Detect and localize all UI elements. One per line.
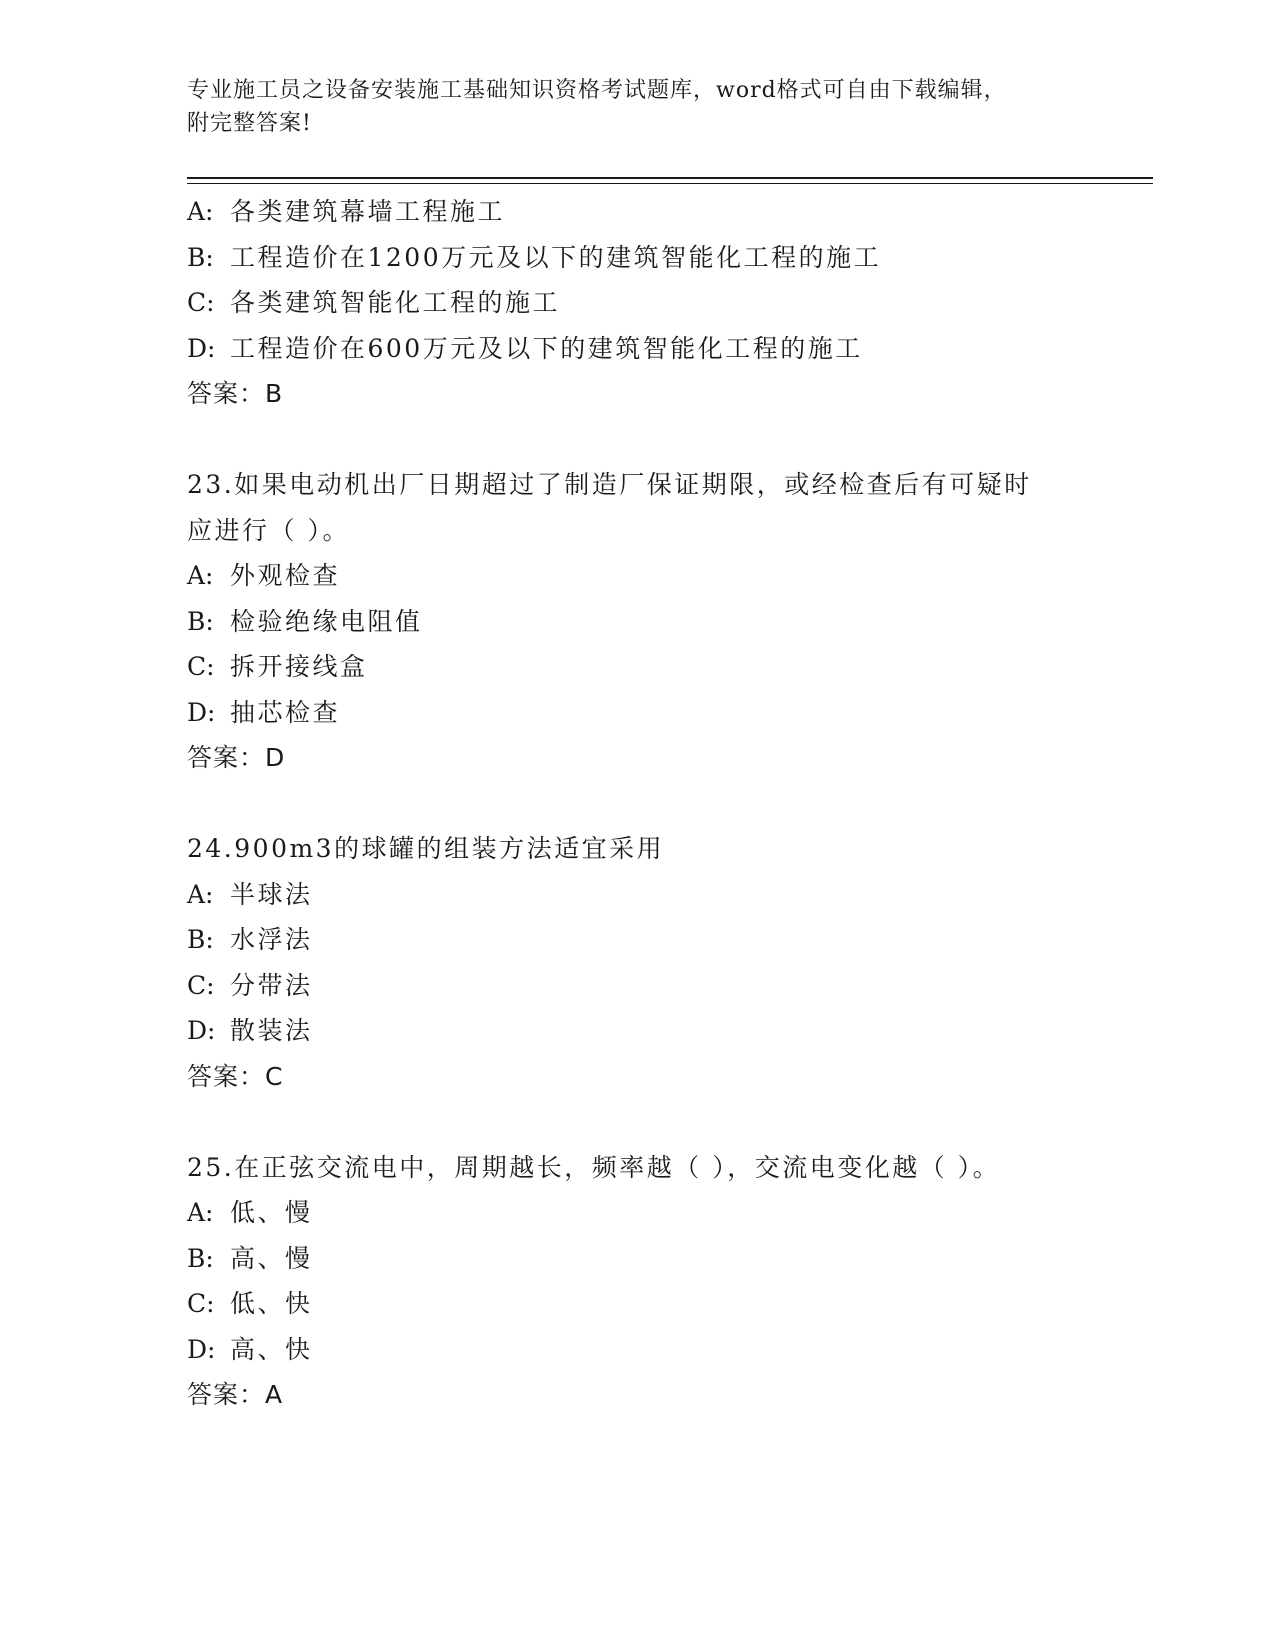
question-23 <box>187 462 1147 781</box>
option-d: D: 散装法 <box>187 1016 313 1045</box>
question-stem: 25.在正弦交流电中，周期越长，频率越（ ），交流电变化越（ ）。 <box>187 1152 1001 1182</box>
header-rule-thin <box>187 183 1153 184</box>
question-stem: 24.900m3的球罐的组装方法适宜采用 <box>187 834 665 863</box>
answer-25: 答案：A <box>187 1380 284 1409</box>
answer-24: 答案：C <box>187 1061 284 1091</box>
header-line-1: 专业施工员之设备安装施工基础知识资格考试题库，word格式可自由下载编辑， <box>187 78 1007 103</box>
option-a: A: 低、慢 <box>187 1198 313 1227</box>
question-stem: 23.如果电动机出厂日期超过了制造厂保证期限，或经检查后有可疑时 <box>187 470 1032 499</box>
document-header <box>187 74 1087 140</box>
option-c: C: 拆开接线盒 <box>187 652 368 681</box>
option-d: D: 工程造价在600万元及以下的建筑智能化工程的施工 <box>187 333 863 363</box>
option-b: B: 检验绝缘电阻值 <box>187 606 423 636</box>
answer-23: 答案：D <box>187 743 286 772</box>
option-a: A: 半球法 <box>187 879 313 909</box>
option-c: C: 各类建筑智能化工程的施工 <box>187 288 561 317</box>
question-22 <box>187 189 1147 417</box>
header-line-2: 附完整答案! <box>187 111 312 136</box>
option-c: C: 低、快 <box>187 1289 313 1318</box>
option-b: B: 高、慢 <box>187 1243 313 1273</box>
option-a: A: 各类建筑幕墙工程施工 <box>187 197 506 226</box>
header-rule-thick <box>187 177 1153 179</box>
question-list <box>187 189 1147 1418</box>
question-25 <box>187 1145 1147 1418</box>
option-d: D: 高、快 <box>187 1334 313 1364</box>
answer-22: 答案：B <box>187 379 284 408</box>
option-b: B: 水浮法 <box>187 925 313 954</box>
question-stem-continued: 应进行（ ）。 <box>187 515 350 545</box>
option-b: B: 工程造价在1200万元及以下的建筑智能化工程的施工 <box>187 242 882 272</box>
option-c: C: 分带法 <box>187 970 313 1000</box>
option-a: A: 外观检查 <box>187 561 341 590</box>
question-24 <box>187 826 1147 1099</box>
option-d: D: 抽芯检查 <box>187 697 341 727</box>
